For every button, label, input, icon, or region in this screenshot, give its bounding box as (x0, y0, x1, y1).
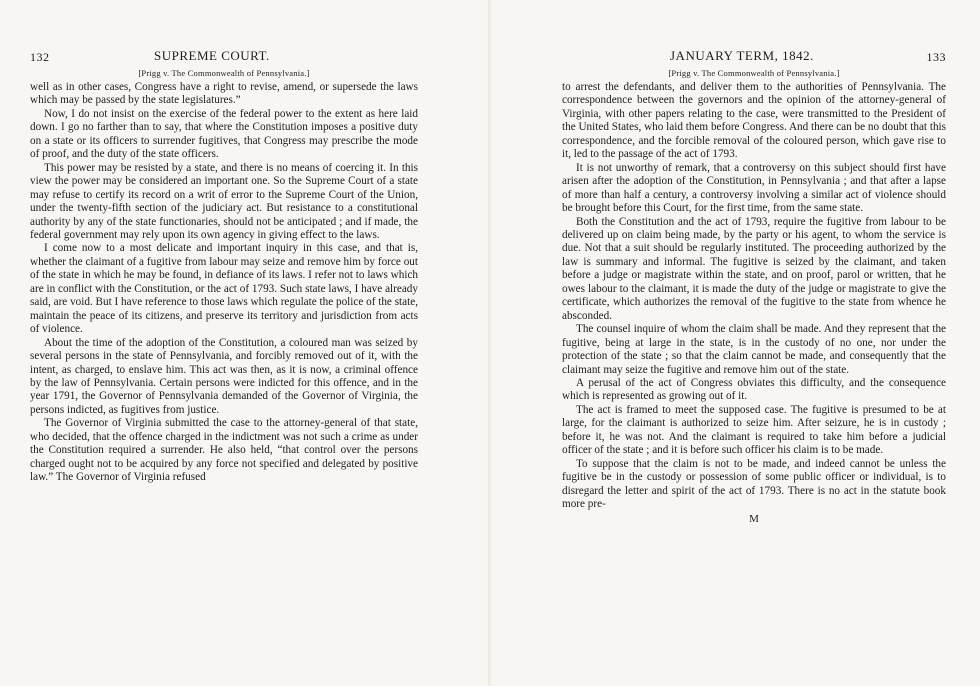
signature-mark: M (749, 512, 759, 525)
right-running-title: JANUARY TERM, 1842. (670, 48, 814, 63)
left-body-text (30, 81, 418, 485)
left-case-name: [Prigg v. The Commonwealth of Pennsylvania.] (138, 68, 310, 78)
right-page (490, 0, 980, 686)
paragraph: To suppose that the claim is not to be made, and indeed cannot be unless the fugitive be in the custody or possession of some public officer or individual, is to disregard the letter and spirit of the act of 1793. There is no act in the statute book more pre- (562, 457, 946, 511)
paragraph: It is not unworthy of remark, that a controversy on this subject should first have arisen after the adoption of the Constitution, in Pennsylvania ; and that after a lapse of more than half a century, a controversy involving a similar act of violence should be brought before this Court, for the first time, from the same state. (562, 161, 946, 215)
paragraph: Now, I do not insist on the exercise of the federal power to the extent as here laid down. I go no farther than to say, that where the Constitution imposes a positive duty on a state or its officers to surrender fugitives, that Congress may prescribe the mode of proof, and the duty of the state officers. (30, 107, 418, 161)
right-body-text (562, 81, 946, 512)
left-running-title: SUPREME COURT. (154, 48, 270, 63)
paragraph: The Governor of Virginia submitted the case to the attorney-general of that state, who decided, that the offence charged in the indictment was not such a crime as under the Constitution required a surrender. He also held, “that control over the persons charged ought not to be acquired by any force not specified and delegated by positive law.” The Governor of Virginia refused (30, 417, 418, 484)
right-page-number: 133 (926, 50, 946, 64)
paragraph: About the time of the adoption of the Constitution, a coloured man was seized by several persons in the state of Pennsylvania, and forcibly removed out of it, with the intent, as charged, to enslave him. This act was then, as it is now, a criminal offence by the law of Pennsylvania. Certain persons were indicted for this offence, and in the year 1791, the Governor of Pennsylvania demanded of the Governor of Virginia, the persons indicted, as fugitives from justice. (30, 336, 418, 416)
paragraph: The act is framed to meet the supposed case. The fugitive is presumed to be at large, for the claimant is authorized to seize him. After seizure, he is in custody ; before it, he was not. And the claimant is required to take him before a judicial officer of the state ; and it is before such officer his claim is to be made. (562, 403, 946, 457)
paragraph: The counsel inquire of whom the claim shall be made. And they represent that the fugitive, being at large in the state, is in the custody of no one, nor under the protection of the state ; so that the claim cannot be made, and consequently that the claimant may seize the fugitive and remove him out of the state. (562, 323, 946, 376)
left-running-head (30, 48, 418, 68)
paragraph: This power may be resisted by a state, and there is no means of coercing it. In this view the power may be considered an important one. So the Supreme Court of a state may refuse to certify its record on a writ of error to the Supreme Court of the Union, under the twenty-fifth section of the judiciary act. But resistance to a constitutional authority by any of the state functionaries, should not be anticipated ; and if made, the federal government may rely upon its own agency in giving effect to the laws. (30, 161, 418, 241)
paragraph: A perusal of the act of Congress obviates this difficulty, and the consequence which is represented as growing out of it. (562, 376, 946, 403)
paragraph: well as in other cases, Congress have a right to revise, amend, or supersede the laws which may be passed by the state legislatures.” (30, 81, 418, 107)
paragraph: to arrest the defendants, and deliver them to the authorities of Pennsylvania. The correspondence between the governors and the opinion of the attorney-general of Virginia, with other papers relating to the case, were transmitted to the President of the United States, who laid them before Congress. And there can be no doubt that this correspondence, and the forcible removal of the coloured person, which gave rise to it, led to the passage of the act of 1793. (562, 81, 946, 161)
paragraph: Both the Constitution and the act of 1793, require the fugitive from labour to be delivered up on claim being made, by the party or his agent, to whom the service is due. Not that a suit should be regularly instituted. The proceeding authorized by the law is summary and informal. The fugitive is seized by the claimant, and taken before a judge or magistrate within the state, and on proof, parol or written, that he owes labour to the claimant, it is made the duty of the judge or magistrate to give the certificate, which authorizes the removal of the fugitive to the state from whence he absconded. (562, 215, 946, 322)
paragraph: I come now to a most delicate and important inquiry in this case, and that is, whether the claimant of a fugitive from labour may seize and remove him by force out of the state in which he may be found, in defiance of its laws. I refer not to laws which are in conflict with the Constitution, or the act of 1793. Such state laws, I have already said, are void. But I have reference to those laws which regulate the police of the state, maintain the peace of its citizens, and preserve its territory and jurisdiction from acts of violence. (30, 242, 418, 336)
right-case-name: [Prigg v. The Commonwealth of Pennsylvania.] (668, 68, 840, 78)
right-running-head (562, 48, 946, 68)
left-page-number: 132 (30, 50, 50, 64)
